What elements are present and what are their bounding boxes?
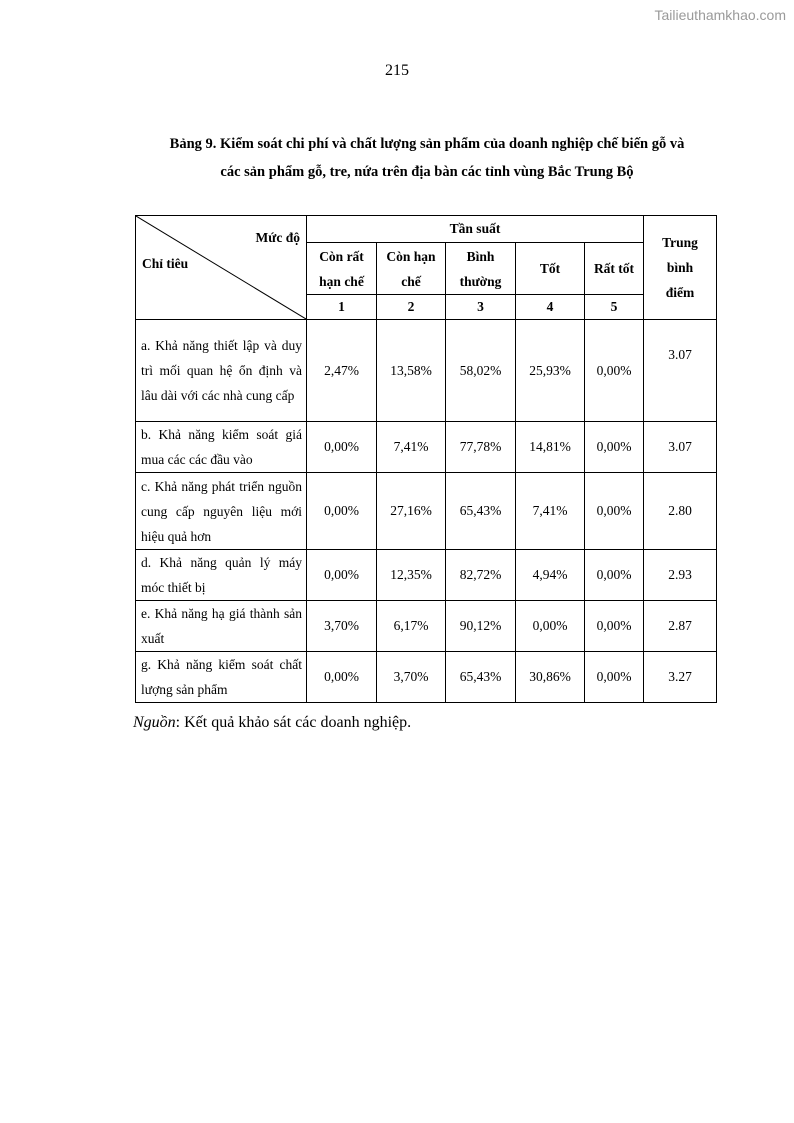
average-cell: 2.80	[644, 473, 717, 550]
table-row	[136, 473, 717, 550]
value-cell: 58,02%	[446, 320, 516, 422]
table-row	[136, 601, 717, 652]
average-header-line-1: Trung	[662, 235, 698, 250]
col-header-1: Còn rất hạn chế	[307, 243, 377, 295]
average-cell: 3.07	[644, 320, 717, 422]
col-code-3: 3	[446, 295, 516, 320]
value-cell: 0,00%	[585, 320, 644, 422]
criterion-label: g. Khả năng kiểm soát chất lượng sản phẩm	[136, 652, 307, 703]
value-cell: 3,70%	[307, 601, 377, 652]
value-cell: 27,16%	[377, 473, 446, 550]
col-code-1: 1	[307, 295, 377, 320]
value-cell: 65,43%	[446, 473, 516, 550]
value-cell: 0,00%	[307, 550, 377, 601]
average-header-line-3: điểm	[665, 285, 695, 300]
value-cell: 65,43%	[446, 652, 516, 703]
caption-line-2: các sản phẩm gỗ, tre, nứa trên địa bàn các tỉnh vùng Bắc Trung Bộ	[220, 164, 634, 180]
average-header-line-2: bình	[666, 260, 694, 275]
corner-criteria-label: Chỉ tiêu	[142, 256, 189, 271]
table-row	[136, 422, 717, 473]
col-header-2: Còn hạn chế	[377, 243, 446, 295]
value-cell: 25,93%	[516, 320, 585, 422]
average-score-header	[644, 216, 717, 320]
value-cell: 12,35%	[377, 550, 446, 601]
value-cell: 2,47%	[307, 320, 377, 422]
value-cell: 0,00%	[516, 601, 585, 652]
col-header-3: Bình thường	[446, 243, 516, 295]
criterion-label: e. Khả năng hạ giá thành sản xuất	[136, 601, 307, 652]
value-cell: 0,00%	[307, 422, 377, 473]
frequency-header: Tần suất	[307, 216, 644, 243]
value-cell: 30,86%	[516, 652, 585, 703]
value-cell: 0,00%	[585, 422, 644, 473]
col-code-2: 2	[377, 295, 446, 320]
average-cell: 2.93	[644, 550, 717, 601]
col-header-5: Rất tốt	[585, 243, 644, 295]
value-cell: 0,00%	[585, 601, 644, 652]
col-header-4: Tốt	[516, 243, 585, 295]
col-code-4: 4	[516, 295, 585, 320]
page-number: 215	[385, 62, 409, 79]
survey-table	[135, 215, 717, 703]
value-cell: 90,12%	[446, 601, 516, 652]
source-note	[133, 714, 411, 732]
value-cell: 0,00%	[585, 550, 644, 601]
criterion-label: b. Khả năng kiểm soát giá mua các các đầu vào	[136, 422, 307, 473]
value-cell: 4,94%	[516, 550, 585, 601]
criterion-label: a. Khả năng thiết lập và duy trì mối quan hệ ổn định và lâu dài với các nhà cung cấp	[136, 320, 307, 422]
value-cell: 7,41%	[516, 473, 585, 550]
value-cell: 13,58%	[377, 320, 446, 422]
table-row	[136, 652, 717, 703]
value-cell: 3,70%	[377, 652, 446, 703]
caption-line-1: Bảng 9. Kiểm soát chi phí và chất lượng sản phẩm của doanh nghiệp chế biến gỗ và	[169, 136, 685, 152]
value-cell: 82,72%	[446, 550, 516, 601]
value-cell: 0,00%	[307, 473, 377, 550]
col-code-5: 5	[585, 295, 644, 320]
criterion-label: c. Khả năng phát triển nguồn cung cấp nguyên liệu mới hiệu quả hơn	[136, 473, 307, 550]
value-cell: 7,41%	[377, 422, 446, 473]
watermark: Tailieuthamkhao.com	[654, 7, 786, 23]
average-cell: 3.07	[644, 422, 717, 473]
table-row	[136, 320, 717, 422]
average-cell: 2.87	[644, 601, 717, 652]
average-cell: 3.27	[644, 652, 717, 703]
value-cell: 77,78%	[446, 422, 516, 473]
value-cell: 14,81%	[516, 422, 585, 473]
source-text: : Kết quả khảo sát các doanh nghiệp.	[175, 714, 412, 731]
value-cell: 0,00%	[307, 652, 377, 703]
corner-level-label: Mức độ	[255, 230, 300, 245]
corner-header	[136, 216, 307, 320]
value-cell: 6,17%	[377, 601, 446, 652]
value-cell: 0,00%	[585, 652, 644, 703]
criterion-label: d. Khả năng quản lý máy móc thiết bị	[136, 550, 307, 601]
value-cell: 0,00%	[585, 473, 644, 550]
table-caption	[100, 130, 754, 186]
source-label: Nguồn	[133, 714, 176, 731]
table-row	[136, 550, 717, 601]
